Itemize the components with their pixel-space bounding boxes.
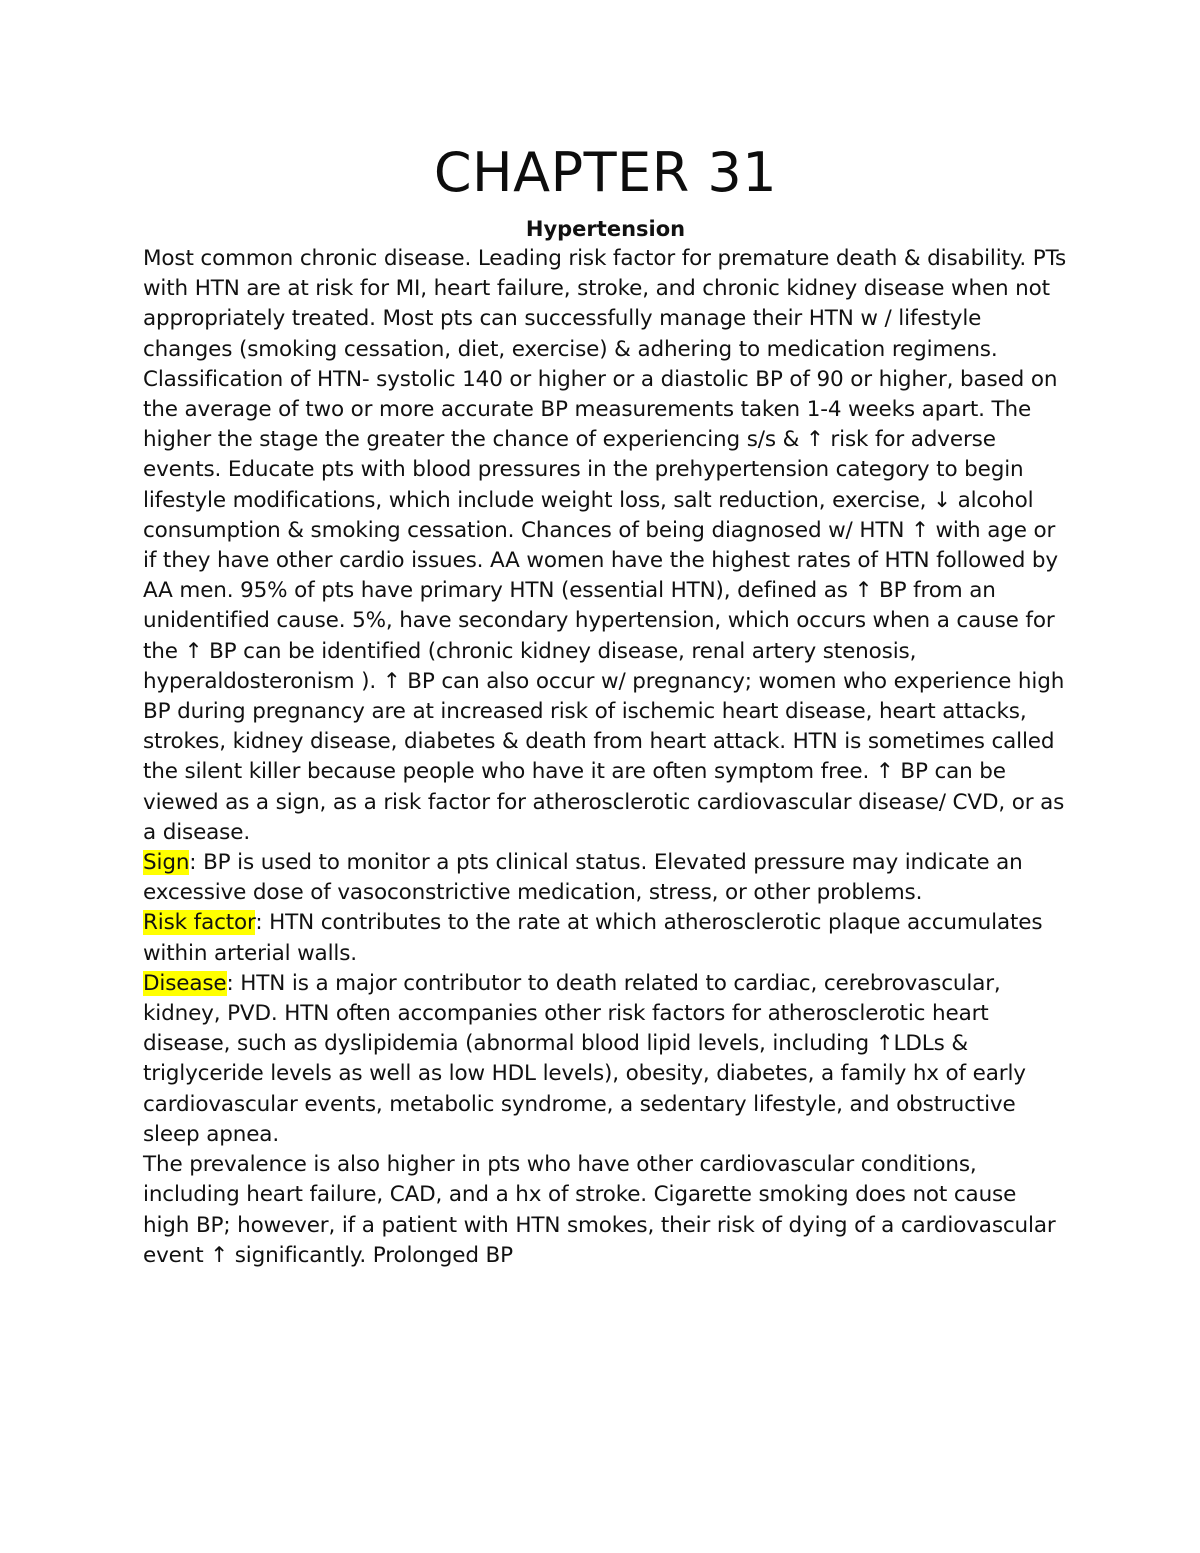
highlighted-term-disease: Disease — [143, 970, 227, 996]
disease-definition: : HTN is a major contributor to death related to cardiac, cerebrovascular, kidney, PVD. HTN often accompanies other risk factors for atherosclerotic heart disease, such as dyslipidemia (abnormal blood lipid levels, including ↑LDLs & triglyceride levels as well as low HDL levels), obesity, diabetes, a family hx of early cardiovascular events, metabolic syndrome, a sedentary lifestyle, and obstructive sleep apnea. — [143, 970, 1026, 1147]
paragraph-intro: Most common chronic disease. Leading risk factor for premature death & disability. PTs with HTN are at risk for MI, heart failure, stroke, and chronic kidney disease when not appropriately treated. Most pts can successfully manage their HTN w / lifestyle changes (smoking cessation, diet, exercise) & adhering to medication regimens. — [143, 246, 1066, 362]
paragraph-prevalence: The prevalence is also higher in pts who have other cardiovascular conditions, including heart failure, CAD, and a hx of stroke. Cigarette smoking does not cause high BP; however, if a patient with HTN smokes, their risk of dying of a cardiovascular event ↑ significantly. Prolonged BP — [143, 1152, 1056, 1268]
highlighted-term-sign: Sign — [143, 850, 190, 876]
paragraph-classification: Classification of HTN- systolic 140 or higher or a diastolic BP of 90 or higher, based on the average of two or more accurate BP measurements taken 1-4 weeks apart. The higher the stage the greater the chance of experiencing s/s & ↑ risk for adverse events. Educate pts with blood pressures in the prehypertension category to begin lifestyle modifications, which include weight loss, salt reduction, exercise, ↓ alcohol consumption & smoking cessation. Chances of being diagnosed w/ HTN ↑ with age or if they have other cardio issues. AA women have the highest rates of HTN followed by AA men. 95% of pts have primary HTN (essential HTN), defined as ↑ BP from an unidentified cause. 5%, have secondary hypertension, which occurs when a cause for the ↑ BP can be identified (chronic kidney disease, renal artery stenosis, hyperaldosteronism ). ↑ BP can also occur w/ pregnancy; women who experience high BP during pregnancy are at increased risk of ischemic heart disease, heart attacks, strokes, kidney disease, diabetes & death from heart attack. HTN is sometimes called the silent killer because people who have it are often symptom free. ↑ BP can be viewed as a sign, as a risk factor for atherosclerotic cardiovascular disease/ CVD, or as a disease. — [143, 366, 1065, 845]
paragraph-risk-factor — [143, 908, 1068, 968]
section-title: Hypertension — [525, 217, 686, 241]
chapter-title: CHAPTER 31 — [433, 141, 778, 204]
paragraph-sign — [143, 848, 1068, 908]
sign-definition: : BP is used to monitor a pts clinical status. Elevated pressure may indicate an excessive dose of vasoconstrictive medication, stress, or other problems. — [143, 850, 1023, 906]
paragraph-disease — [143, 969, 1068, 1150]
document-page — [143, 140, 1068, 1271]
risk-factor-definition: : HTN contributes to the rate at which atherosclerotic plaque accumulates within arterial walls. — [143, 910, 1043, 966]
highlighted-term-risk-factor: Risk factor — [143, 910, 256, 936]
